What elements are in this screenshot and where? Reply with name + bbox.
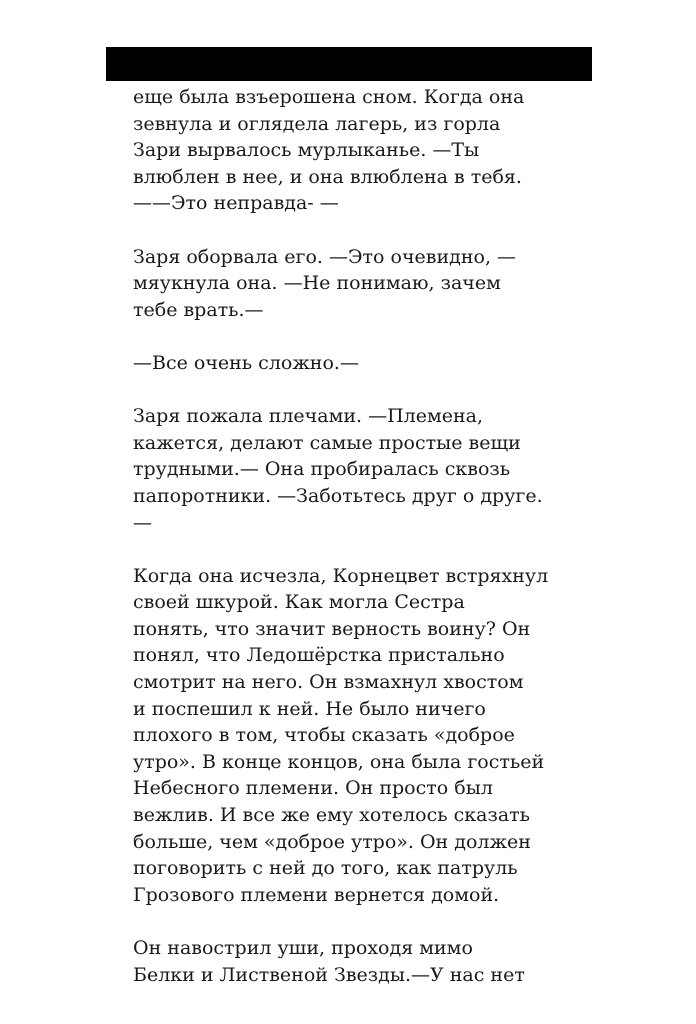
paragraph (133, 563, 583, 909)
paragraph (133, 84, 583, 217)
text-line: трудными.— Она пробиралась сквозь (133, 458, 511, 481)
text-line: Белки и Лиственой Звезды.—У нас нет (133, 963, 525, 986)
text-line: зевнула и оглядела лагерь, из горла (133, 112, 501, 135)
text-line: своей шкурой. Как могла Сестра (133, 591, 465, 614)
paragraph (133, 350, 583, 377)
paragraph-gap (133, 908, 583, 935)
paragraph (133, 935, 583, 988)
text-line: утро». В конце концов, она была гостьей (133, 750, 545, 773)
text-line: папоротники. —Заботьтесь друг о друге. (133, 484, 543, 507)
text-line: еще была взъерошена сном. Когда она (133, 86, 525, 108)
text-line: Он навострил уши, проходя мимо (133, 937, 473, 959)
text-line: плохого в том, чтобы сказать «доброе (133, 724, 515, 747)
text-line: Заря пожала плечами. —Племена, (133, 405, 484, 428)
text-line: поговорить с ней до того, как патруль (133, 857, 518, 880)
text-line: мяукнула она. —Не понимаю, зачем (133, 272, 501, 295)
text-line: влюблен в нее, и она влюблена в тебя. (133, 165, 522, 188)
text-line: ——Это неправда- — (133, 192, 339, 215)
text-line: тебе врать.— (133, 298, 264, 321)
redaction-bar (106, 47, 592, 81)
text-line: Заря оборвала его. —Это очевидно, — (133, 245, 517, 268)
text-line: —Все очень сложно.— (133, 351, 359, 374)
paragraph-gap (133, 217, 583, 244)
text-line: смотрит на него. Он взмахнул хвостом (133, 671, 524, 694)
text-line: и поспешил к ней. Не было ничего (133, 697, 486, 720)
text-line: Зари вырвалось мурлыканье. —Ты (133, 139, 480, 162)
text-line: кажется, делают самые простые вещи (133, 431, 521, 454)
text-line: вежлив. И все же ему хотелось сказать (133, 804, 530, 827)
text-line: больше, чем «доброе утро». Он должен (133, 830, 531, 853)
paragraph-gap (133, 377, 583, 404)
paragraph-gap (133, 323, 583, 350)
text-line: понять, что значит верность воину? Он (133, 617, 531, 640)
text-line: Когда она исчезла, Корнецвет встряхнул (133, 564, 549, 587)
text-line: Грозового племени вернется домой. (133, 883, 500, 906)
text-line: понял, что Ледошёрстка пристально (133, 644, 505, 667)
text-line: — (133, 511, 152, 534)
text-line: Небесного племени. Он просто был (133, 777, 493, 800)
paragraph (133, 244, 583, 324)
page-text (133, 84, 583, 988)
paragraph-gap (133, 536, 583, 563)
paragraph (133, 403, 583, 536)
